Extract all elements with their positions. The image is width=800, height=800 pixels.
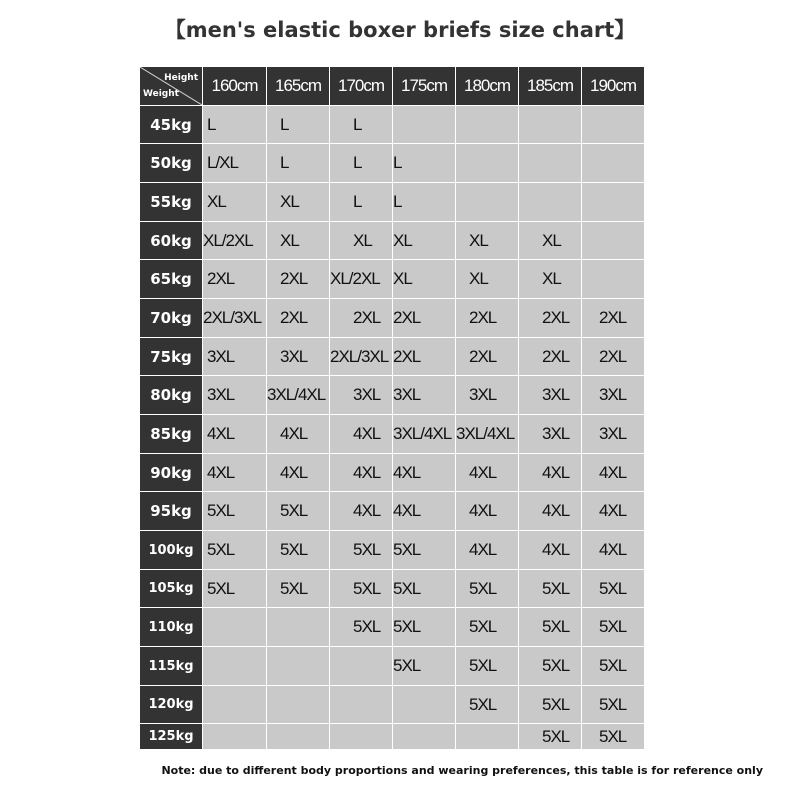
size-cell [393,376,455,414]
size-cell [330,492,392,530]
size-cell [393,299,455,337]
weight-header-cell: 95kg [140,492,202,530]
size-value: 3XL [469,385,497,404]
size-cell [330,608,392,646]
size-cell [203,183,266,221]
size-cell [267,338,329,375]
size-cell [582,686,644,723]
size-cell [582,647,644,685]
size-value: 4XL [542,540,570,559]
size-cell [203,570,266,607]
size-cell [519,183,581,221]
size-value: XL [469,230,488,250]
size-cell [267,144,329,182]
size-cell [519,647,581,685]
size-cell [393,492,455,530]
size-value: 2XL [599,346,627,366]
size-cell [330,338,392,375]
weight-header-cell: 55kg [140,183,202,221]
height-header-cell: 190cm [582,67,644,105]
size-value: L [207,114,216,134]
weight-header-cell: 80kg [140,376,202,414]
size-value: 3XL/4XL [267,385,326,404]
size-cell [330,647,392,685]
size-cell [519,608,581,646]
size-cell [203,415,266,453]
size-cell [393,531,455,569]
size-value: L [353,114,362,134]
size-value: XL [393,269,412,288]
size-cell [456,686,518,723]
size-value: L [353,153,362,172]
size-value: 3XL [280,346,308,366]
size-cell [582,144,644,182]
weight-header-cell: 115kg [140,647,202,685]
size-cell [582,299,644,337]
weight-header-cell: 90kg [140,454,202,491]
size-cell [330,415,392,453]
height-header-cell: 160cm [203,67,266,105]
size-value: L/XL [207,153,238,172]
size-value: 5XL [599,578,627,598]
size-value: 4XL [280,424,308,443]
size-cell [582,183,644,221]
size-cell [267,608,329,646]
size-cell [267,415,329,453]
size-cell [519,531,581,569]
height-header-cell: 165cm [267,67,329,105]
size-value: 5XL [542,656,570,675]
size-cell [519,492,581,530]
size-value: 5XL [599,617,627,636]
size-cell [582,492,644,530]
size-value: 4XL [599,540,627,559]
weight-header-cell: 70kg [140,299,202,337]
size-cell [456,647,518,685]
size-cell [330,222,392,259]
size-cell [203,608,266,646]
size-cell [393,338,455,375]
size-cell [519,338,581,375]
size-cell [582,222,644,259]
size-value: L [393,153,402,172]
size-cell [267,222,329,259]
size-cell [267,183,329,221]
size-value: 5XL [393,617,421,636]
size-cell [456,106,518,143]
size-value: 5XL [393,656,421,675]
size-value: 2XL [280,269,308,288]
size-value: 5XL [542,617,570,636]
size-cell [456,338,518,375]
size-value: 5XL [542,578,570,598]
size-cell [267,299,329,337]
size-cell [456,415,518,453]
size-value: L [393,192,402,211]
size-value: 4XL [207,462,235,482]
size-cell [330,299,392,337]
size-cell [267,106,329,143]
size-cell [456,183,518,221]
size-value: 4XL [393,501,421,520]
size-value: 4XL [353,501,381,520]
weight-header-cell: 50kg [140,144,202,182]
size-value: 5XL [542,694,570,714]
size-cell [393,260,455,298]
size-cell [393,144,455,182]
size-cell [456,376,518,414]
corner-header-cell [140,67,202,105]
size-value: 5XL [599,726,627,746]
size-cell [519,686,581,723]
size-value: 4XL [393,462,421,482]
size-cell [582,570,644,607]
size-value: 2XL [469,308,497,327]
size-value: 3XL [393,385,421,404]
size-value: XL/2XL [330,269,380,288]
size-cell [393,454,455,491]
size-cell [203,686,266,723]
size-value: 3XL [542,424,570,443]
height-header-cell: 175cm [393,67,455,105]
size-cell [393,570,455,607]
weight-header-cell: 65kg [140,260,202,298]
size-cell [203,144,266,182]
size-value: 4XL [353,424,381,443]
weight-header-cell: 105kg [140,570,202,607]
size-cell [203,531,266,569]
size-cell [393,222,455,259]
size-value: 3XL/4XL [393,424,452,443]
weight-header-cell: 100kg [140,531,202,569]
size-cell [330,376,392,414]
size-value: XL [207,192,226,211]
size-cell [267,376,329,414]
size-value: 4XL [542,501,570,520]
size-value: 3XL [353,385,381,404]
size-value: 4XL [469,501,497,520]
size-value: 3XL/4XL [456,424,515,443]
size-cell [582,376,644,414]
size-cell [203,222,266,259]
size-value: XL [469,269,488,288]
size-cell [203,338,266,375]
size-value: 5XL [469,578,497,598]
size-value: 5XL [542,726,570,746]
size-cell [582,260,644,298]
size-value: L [280,114,289,134]
size-value: 2XL [542,308,570,327]
size-cell [203,260,266,298]
size-cell [456,492,518,530]
size-cell [456,724,518,749]
size-cell [456,260,518,298]
size-cell [203,454,266,491]
size-cell [267,454,329,491]
size-cell [267,570,329,607]
size-cell [330,183,392,221]
size-value: 4XL [599,501,627,520]
size-value: 4XL [599,462,627,482]
size-cell [582,415,644,453]
size-value: 2XL [353,308,381,327]
size-value: 5XL [280,501,308,520]
size-value: 4XL [207,424,235,443]
size-value: XL [353,230,372,250]
size-cell [456,570,518,607]
size-cell [393,724,455,749]
size-value: 3XL [599,385,627,404]
size-cell [519,454,581,491]
size-cell [203,376,266,414]
size-cell [456,608,518,646]
size-value: 5XL [599,656,627,675]
size-cell [203,492,266,530]
size-value: 2XL [469,346,497,366]
size-value: 2XL/3XL [330,346,389,366]
weight-header-cell: 125kg [140,724,202,749]
size-value: 5XL [280,540,308,559]
size-value: 3XL [599,424,627,443]
size-cell [267,724,329,749]
size-value: 5XL [393,578,421,598]
size-cell [393,647,455,685]
size-value: 2XL [280,308,308,327]
size-value: 5XL [207,578,235,598]
size-cell [203,724,266,749]
size-cell [393,686,455,723]
size-value: 5XL [599,694,627,714]
size-value: 5XL [207,501,235,520]
size-value: XL [393,230,412,250]
size-cell [203,299,266,337]
size-value: 5XL [207,540,235,559]
size-cell [519,724,581,749]
size-value: 5XL [353,617,381,636]
size-cell [582,454,644,491]
size-cell [267,686,329,723]
size-value: 4XL [353,462,381,482]
size-cell [330,454,392,491]
size-cell [582,338,644,375]
size-value: 3XL [207,385,235,404]
size-value: 5XL [280,578,308,598]
page-title: 【men's elastic boxer briefs size chart】 [164,18,636,42]
weight-header-cell: 45kg [140,106,202,143]
size-value: 4XL [280,462,308,482]
size-value: XL [280,230,299,250]
size-cell [203,647,266,685]
size-cell [267,647,329,685]
size-value: 4XL [542,462,570,482]
weight-header-cell: 110kg [140,608,202,646]
size-cell [582,531,644,569]
size-value: 2XL/3XL [203,308,262,327]
size-cell [456,454,518,491]
weight-header-cell: 120kg [140,686,202,723]
size-cell [330,686,392,723]
size-cell [267,531,329,569]
size-cell [456,531,518,569]
size-value: 2XL [393,346,421,366]
size-value: 5XL [469,656,497,675]
size-cell [582,608,644,646]
weight-header-cell: 85kg [140,415,202,453]
size-value: 4XL [469,462,497,482]
size-cell [519,106,581,143]
size-value: 5XL [469,617,497,636]
size-cell [393,106,455,143]
size-value: 2XL [393,308,421,327]
size-value: 3XL [542,385,570,404]
size-cell [330,724,392,749]
size-value: 3XL [207,346,235,366]
footnote: Note: due to different body proportions and wearing preferences, this table is for reference only [161,764,763,777]
size-cell [519,376,581,414]
size-chart-table [140,67,645,750]
size-cell [582,106,644,143]
size-cell [267,492,329,530]
height-axis-label: Height [164,73,198,83]
size-cell [519,144,581,182]
size-value: L [280,153,289,172]
size-cell [330,144,392,182]
size-value: 5XL [393,540,421,559]
size-cell [519,415,581,453]
size-cell [519,222,581,259]
size-cell [456,144,518,182]
size-value: 5XL [469,694,497,714]
size-value: 5XL [353,578,381,598]
size-value: XL [542,269,561,288]
size-cell [330,106,392,143]
height-header-cell: 180cm [456,67,518,105]
size-value: 4XL [469,540,497,559]
size-value: L [353,192,362,211]
size-value: 2XL [599,308,627,327]
size-cell [519,260,581,298]
size-cell [519,570,581,607]
size-value: 2XL [542,346,570,366]
size-cell [267,260,329,298]
size-cell [393,608,455,646]
size-cell [330,531,392,569]
size-cell [203,106,266,143]
size-value: XL [280,192,299,211]
size-cell [393,415,455,453]
size-cell [456,299,518,337]
height-header-cell: 185cm [519,67,581,105]
size-cell [393,183,455,221]
size-cell [456,222,518,259]
size-cell [330,260,392,298]
size-value: XL [542,230,561,250]
size-cell [330,570,392,607]
weight-header-cell: 60kg [140,222,202,259]
size-value: 2XL [207,269,235,288]
height-header-cell: 170cm [330,67,392,105]
size-cell [519,299,581,337]
size-value: 5XL [353,540,381,559]
size-value: XL/2XL [203,230,253,250]
weight-header-cell: 75kg [140,338,202,375]
size-cell [582,724,644,749]
weight-axis-label: Weight [143,89,179,99]
